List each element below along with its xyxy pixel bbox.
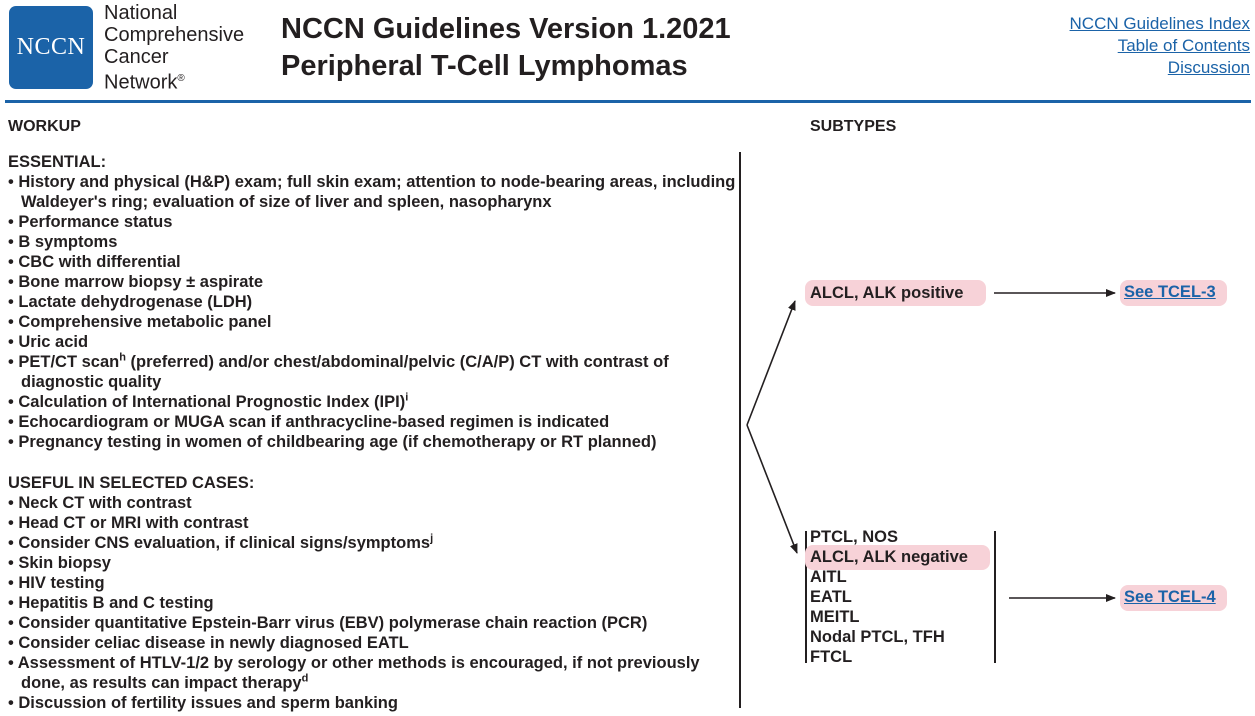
subtype-item: ALCL, ALK negative — [810, 548, 968, 566]
essential-item: • B symptoms — [8, 233, 118, 251]
arrow-to-subtype-group — [747, 425, 797, 553]
subtype-item: PTCL, NOS — [810, 528, 899, 546]
title-version: NCCN Guidelines Version 1.2021 — [281, 13, 731, 45]
subtype-item: FTCL — [810, 648, 853, 666]
discussion-link[interactable]: Discussion — [1167, 58, 1250, 77]
essential-item: • Comprehensive metabolic panel — [8, 313, 272, 331]
subtype-item: MEITL — [810, 608, 860, 626]
useful-item-htlv: • Assessment of HTLV-1/2 by serology or other methods is encouraged, if not previously done, as results can impact therapy$^d$ — [8, 654, 700, 692]
essential-item: • CBC with differential — [8, 253, 181, 271]
useful-item: • Discussion of fertility issues and sperm banking — [8, 694, 398, 712]
see-tcel3-link[interactable]: See TCEL-3 — [1124, 283, 1216, 301]
org-line-2: Comprehensive — [104, 24, 245, 46]
guidelines-index-link[interactable]: NCCN Guidelines Index — [1069, 14, 1250, 33]
essential-item: • Pregnancy testing in women of childbearing age (if chemotherapy or RT planned) — [8, 433, 657, 451]
essential-item: • Uric acid — [8, 333, 89, 351]
useful-heading: USEFUL IN SELECTED CASES: — [8, 474, 255, 492]
subtype-item: Nodal PTCL, TFH — [810, 628, 945, 646]
essential-item: • Bone marrow biopsy ± aspirate — [8, 273, 264, 291]
org-line-3: Cancer — [104, 46, 169, 68]
useful-item: • Head CT or MRI with contrast — [8, 514, 249, 532]
org-line-1: National — [104, 2, 178, 24]
useful-item: • Consider quantitative Epstein-Barr virus (EBV) polymerase chain reaction (PCR) — [8, 614, 648, 632]
arrow-to-alk-positive — [747, 301, 795, 425]
logo-text: NCCN — [16, 34, 86, 60]
subtypes-header: SUBTYPES — [810, 118, 897, 135]
essential-item: • Lactate dehydrogenase (LDH) — [8, 293, 253, 311]
useful-item-cns: • Consider CNS evaluation, if clinical signs/symptoms$^j$ — [8, 532, 434, 552]
useful-item: • Consider celiac disease in newly diagnosed EATL — [8, 634, 409, 652]
subtype-alcl-alk-positive: ALCL, ALK positive — [810, 284, 964, 302]
title-topic: Peripheral T-Cell Lymphomas — [281, 50, 688, 82]
essential-heading: ESSENTIAL: — [8, 153, 107, 171]
useful-item: • HIV testing — [8, 574, 105, 592]
useful-item: • Hepatitis B and C testing — [8, 594, 214, 612]
essential-item-ipi: • Calculation of International Prognostic Index (IPI)$^i$ — [8, 391, 409, 411]
subtype-item: EATL — [810, 588, 852, 606]
essential-item: • Performance status — [8, 213, 173, 231]
workup-header: WORKUP — [8, 118, 81, 135]
subtype-item: AITL — [810, 568, 847, 586]
org-line-4: Network® — [104, 71, 185, 94]
essential-item-pet: • PET/CT scan$^h$ (preferred) and/or chest/abdominal/pelvic (C/A/P) CT with contrast of diagnostic quality — [8, 351, 669, 391]
essential-item: • History and physical (H&P) exam; full skin exam; attention to node-bearing areas, including Waldeyer's ring; evaluation of size of liver and spleen, nasopharynx — [8, 173, 736, 211]
useful-item: • Neck CT with contrast — [8, 494, 192, 512]
essential-item: • Echocardiogram or MUGA scan if anthracycline-based regimen is indicated — [8, 413, 610, 431]
see-tcel4-link[interactable]: See TCEL-4 — [1124, 588, 1216, 606]
useful-item: • Skin biopsy — [8, 554, 111, 572]
table-of-contents-link[interactable]: Table of Contents — [1117, 36, 1250, 55]
